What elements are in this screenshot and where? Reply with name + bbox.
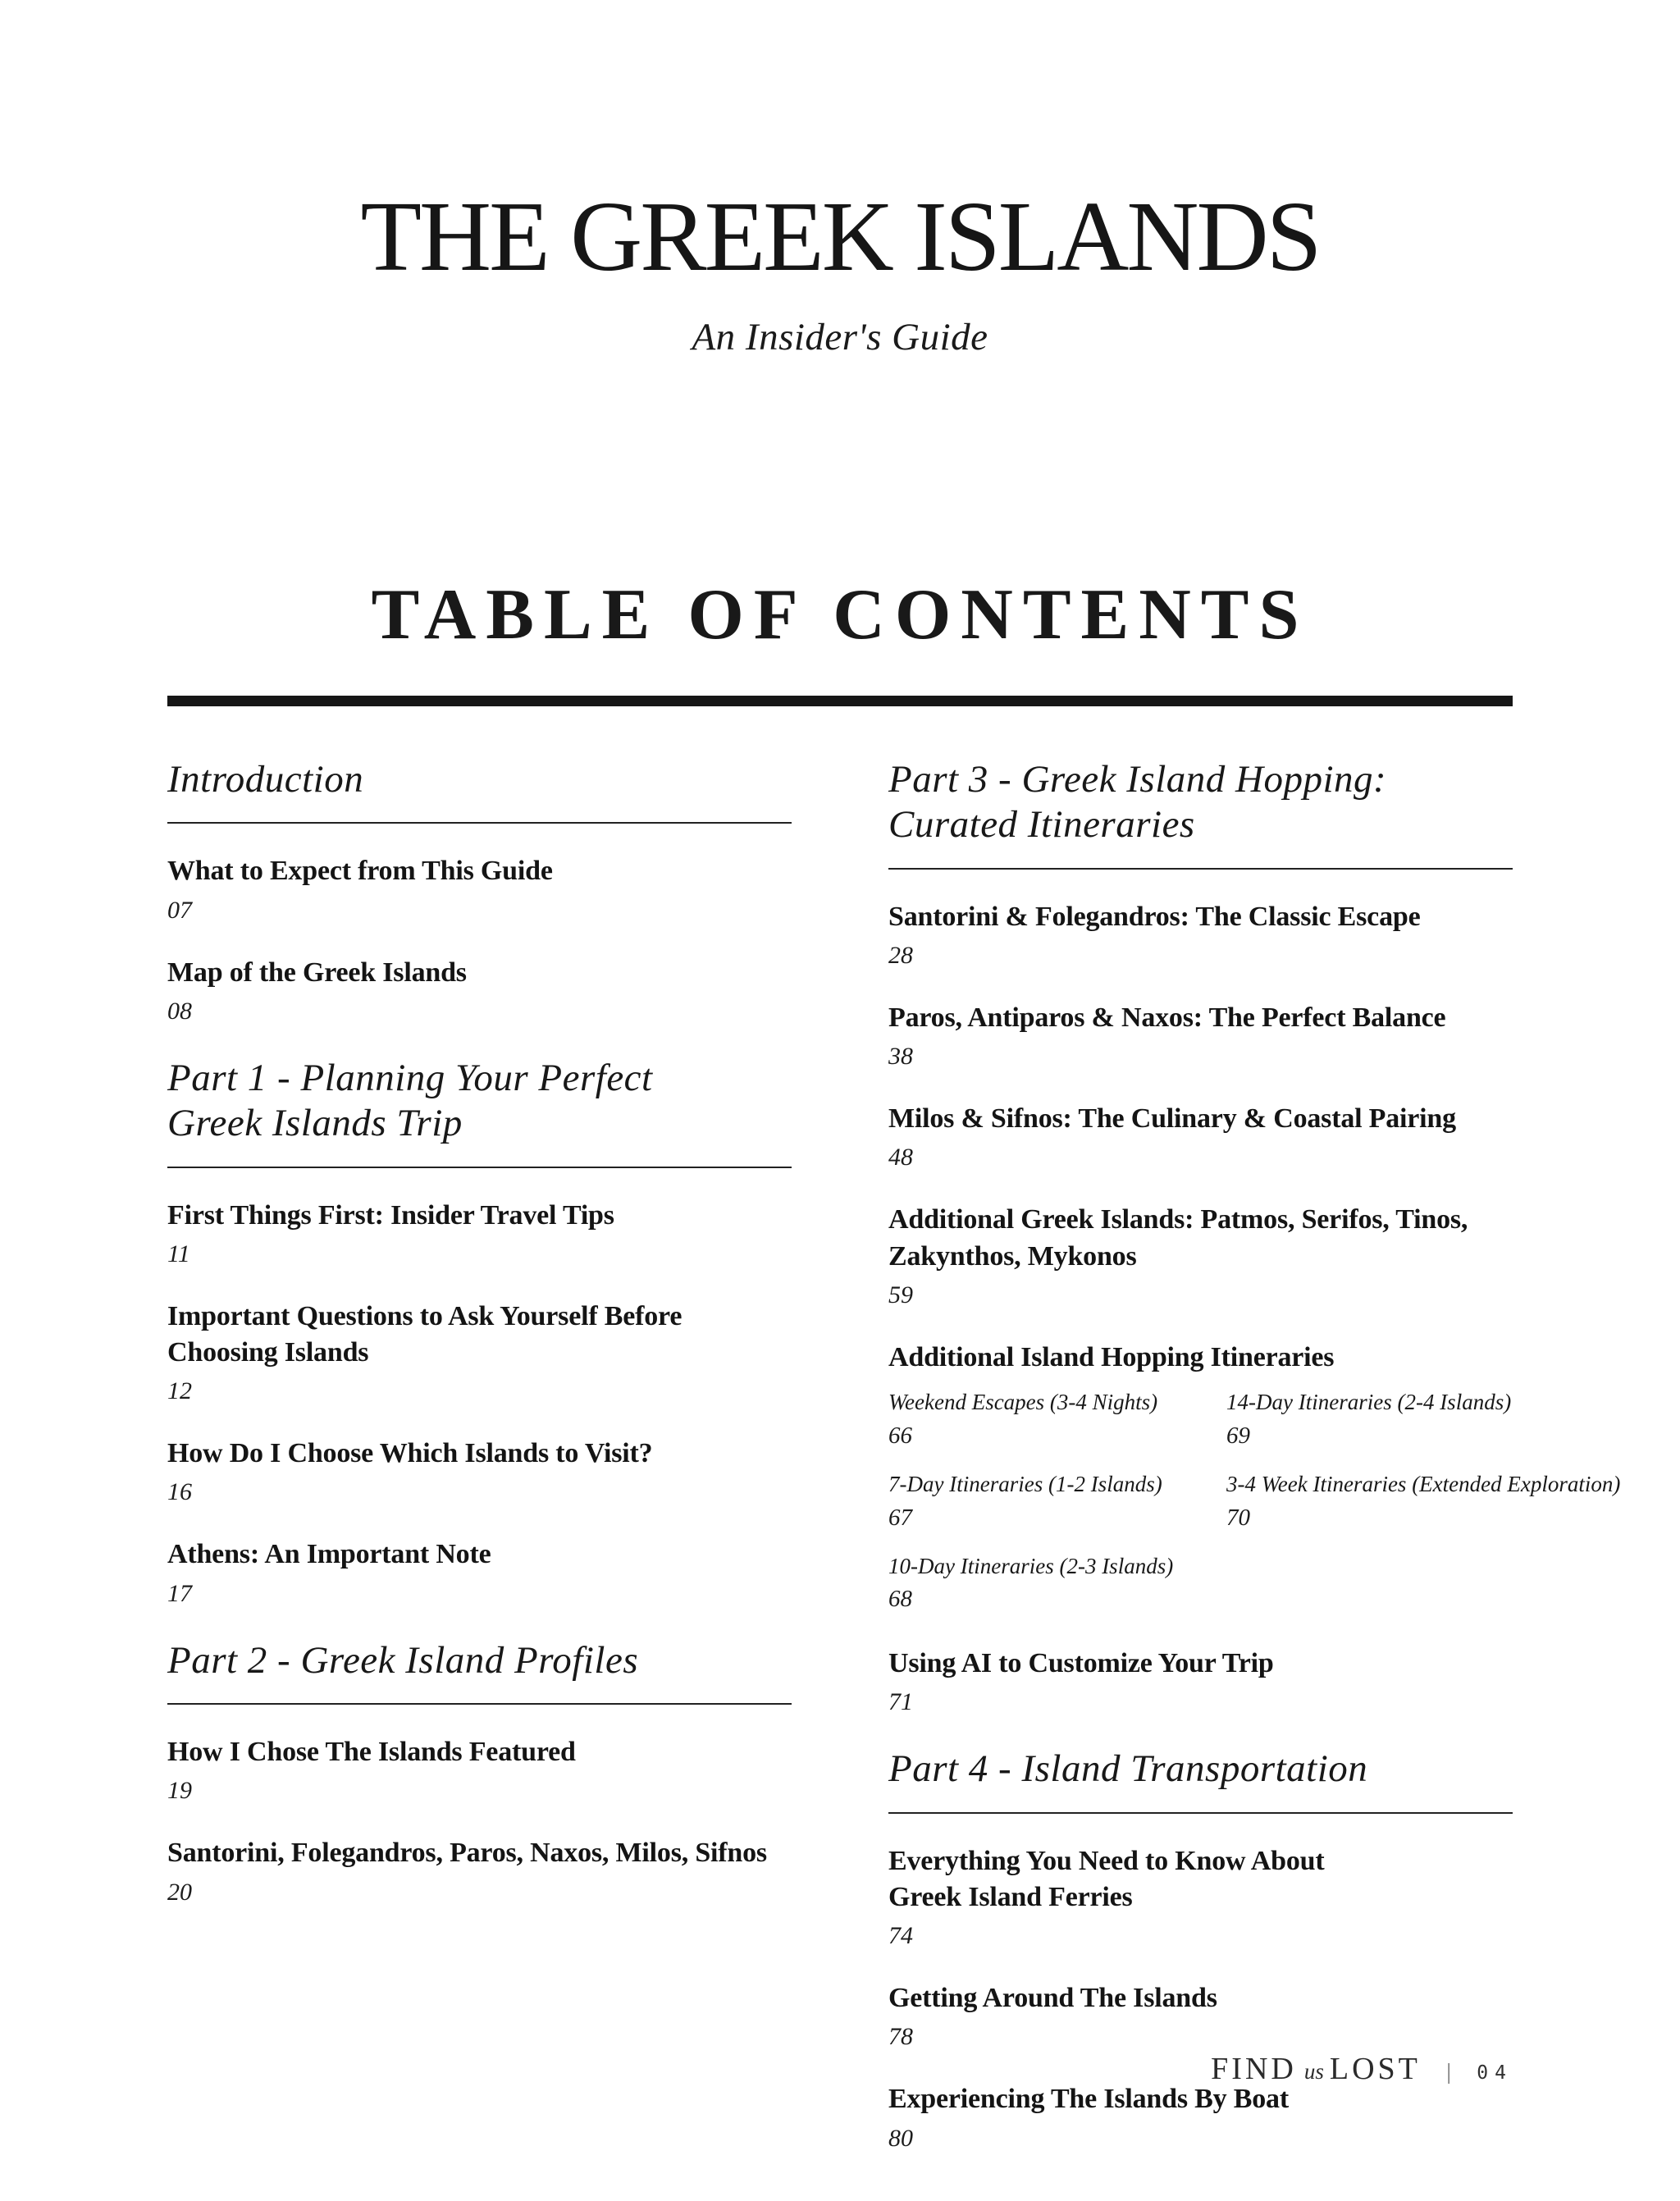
entry-title: What to Expect from This Guide: [167, 856, 553, 887]
toc-entry: [167, 853, 792, 923]
sub-entry-page-number: 66: [888, 1422, 912, 1449]
entry-title-line1: Additional Greek Islands: Patmos, Serifos, Tinos,: [888, 1204, 1468, 1235]
toc-entry: [888, 1646, 1513, 1715]
section-rule: [888, 868, 1513, 870]
section-heading: [888, 1747, 1513, 1792]
toc-entry: [888, 1980, 1513, 2050]
toc-entry: [888, 1000, 1513, 1070]
toc-entry: [167, 955, 792, 1025]
toc-columns: [167, 757, 1621, 2183]
entry-title: Using AI to Customize Your Trip: [888, 1648, 1274, 1679]
column-left: [167, 757, 792, 1937]
footer-brand-lost: LOST: [1329, 2052, 1421, 2086]
section-rule: [167, 1167, 792, 1168]
entry-page-number: 11: [167, 1240, 190, 1267]
entry-title: How Do I Choose Which Islands to Visit?: [167, 1438, 653, 1469]
entry-page-number: 12: [167, 1377, 192, 1405]
entry-title-line1: Important Questions to Ask Yourself Before: [167, 1300, 682, 1331]
toc-entry: [888, 1202, 1513, 1308]
entry-title-line2: Greek Island Ferries: [888, 1882, 1133, 1913]
toc-entry: [167, 1198, 792, 1267]
entry-page-number: 08: [167, 997, 192, 1025]
section-heading: [167, 1056, 792, 1147]
entry-page-number: 19: [167, 1777, 192, 1805]
entry-page-number: 78: [888, 2023, 913, 2051]
entry-title-line1: Everything You Need to Know About: [888, 1845, 1325, 1876]
entry-title: [167, 1299, 792, 1371]
toc-entry: [167, 1436, 792, 1505]
section-rule: [167, 822, 792, 824]
entry-title: [888, 1843, 1513, 1916]
toc-entry: [167, 1734, 792, 1804]
section-rule: [888, 1812, 1513, 1814]
sub-entry-title: 3-4 Week Itineraries (Extended Exploration): [1226, 1471, 1621, 1496]
section-rule: [167, 1703, 792, 1705]
section-heading-text: Part 4 - Island Transportation: [888, 1747, 1368, 1791]
entry-title: Experiencing The Islands By Boat: [888, 2084, 1289, 2115]
entry-page-number: 71: [888, 1688, 913, 1716]
toc-entry: [888, 2081, 1513, 2151]
section-part-1: [167, 1056, 792, 1607]
entry-title: Getting Around The Islands: [888, 1983, 1217, 2014]
entry-title-line2: Zakynthos, Mykonos: [888, 1240, 1137, 1272]
subsection-column-2: [1226, 1389, 1621, 1634]
section-heading: [167, 1638, 792, 1683]
entry-page-number: 80: [888, 2124, 913, 2152]
entry-title: First Things First: Insider Travel Tips: [167, 1199, 614, 1231]
section-heading-line1: Part 1 - Planning Your Perfect: [167, 1056, 653, 1099]
sub-entry: [888, 1471, 1226, 1532]
toc-entry: [167, 1835, 792, 1905]
subsection-grid: [888, 1389, 1621, 1634]
section-heading-line2: Curated Itineraries: [888, 803, 1195, 847]
entry-page-number: 59: [888, 1281, 913, 1308]
entry-page-number: 38: [888, 1043, 913, 1071]
subsection-column-1: [888, 1389, 1226, 1634]
entry-page-number: 20: [167, 1878, 192, 1906]
entry-title: Map of the Greek Islands: [167, 957, 467, 988]
entry-page-number: 48: [888, 1144, 913, 1171]
entry-title-line2: Choosing Islands: [167, 1337, 369, 1368]
toc-entry: [167, 1299, 792, 1404]
section-heading-line2: Greek Islands Trip: [167, 1102, 463, 1145]
entry-page-number: 17: [167, 1579, 192, 1607]
entry-page-number: 74: [888, 1922, 913, 1950]
section-heading-text: Part 2 - Greek Island Profiles: [167, 1638, 639, 1682]
entry-page-number: 07: [167, 896, 192, 924]
toc-entry: [888, 1843, 1513, 1949]
section-heading-text: Introduction: [167, 758, 364, 801]
sub-entry-title: Weekend Escapes (3-4 Nights): [888, 1390, 1158, 1415]
toc-entry: [167, 1537, 792, 1606]
section-part-3: [888, 757, 1621, 1716]
section-heading-line1: Part 3 - Greek Island Hopping:: [888, 758, 1387, 801]
entry-title: Santorini & Folegandros: The Classic Escape: [888, 901, 1421, 932]
toc-entry: [888, 899, 1513, 969]
entry-title: [888, 1202, 1513, 1274]
sub-entry-page-number: 68: [888, 1586, 912, 1613]
footer-brand-us: us: [1303, 2059, 1324, 2084]
sub-entry-title: 14-Day Itineraries (2-4 Islands): [1226, 1390, 1512, 1415]
entry-title: Milos & Sifnos: The Culinary & Coastal Pairing: [888, 1103, 1456, 1135]
toc-divider-rule: [167, 696, 1513, 706]
section-heading: [167, 757, 792, 802]
footer-brand-find: FIND: [1211, 2052, 1297, 2086]
entry-title: Athens: An Important Note: [167, 1539, 491, 1570]
entry-title: How I Chose The Islands Featured: [167, 1737, 576, 1768]
section-part-2: [167, 1638, 792, 1906]
entry-title: Paros, Antiparos & Naxos: The Perfect Balance: [888, 1002, 1446, 1034]
sub-entry-title: 7-Day Itineraries (1-2 Islands): [888, 1471, 1162, 1496]
toc-heading: TABLE OF CONTENTS: [371, 575, 1309, 655]
entry-title: Santorini, Folegandros, Paros, Naxos, Milos, Sifnos: [167, 1838, 767, 1869]
sub-entry-page-number: 69: [1226, 1422, 1250, 1449]
section-introduction: [167, 757, 792, 1025]
subsection-header: [888, 1340, 1513, 1376]
document-title: THE GREEK ISLANDS: [360, 181, 1320, 292]
entry-page-number: 28: [888, 942, 913, 970]
sub-entry-title: 10-Day Itineraries (2-3 Islands): [888, 1553, 1174, 1578]
sub-entry: [1226, 1389, 1513, 1450]
subsection-title: Additional Island Hopping Itineraries: [888, 1341, 1335, 1372]
document-subtitle: An Insider's Guide: [692, 316, 988, 358]
toc-entry: [888, 1101, 1513, 1171]
sub-entry: [1226, 1471, 1621, 1532]
section-part-4: [888, 1747, 1513, 2151]
sub-entry-page-number: 67: [888, 1504, 912, 1531]
footer-page-number: 04: [1477, 2062, 1513, 2084]
sub-entry-page-number: 70: [1226, 1504, 1250, 1531]
column-right: [888, 757, 1621, 2183]
footer: [1211, 2051, 1513, 2087]
footer-separator: |: [1445, 2060, 1453, 2084]
sub-entry: [888, 1389, 1226, 1450]
section-heading: [888, 757, 1513, 848]
entry-page-number: 16: [167, 1478, 192, 1506]
sub-entry: [888, 1553, 1226, 1614]
